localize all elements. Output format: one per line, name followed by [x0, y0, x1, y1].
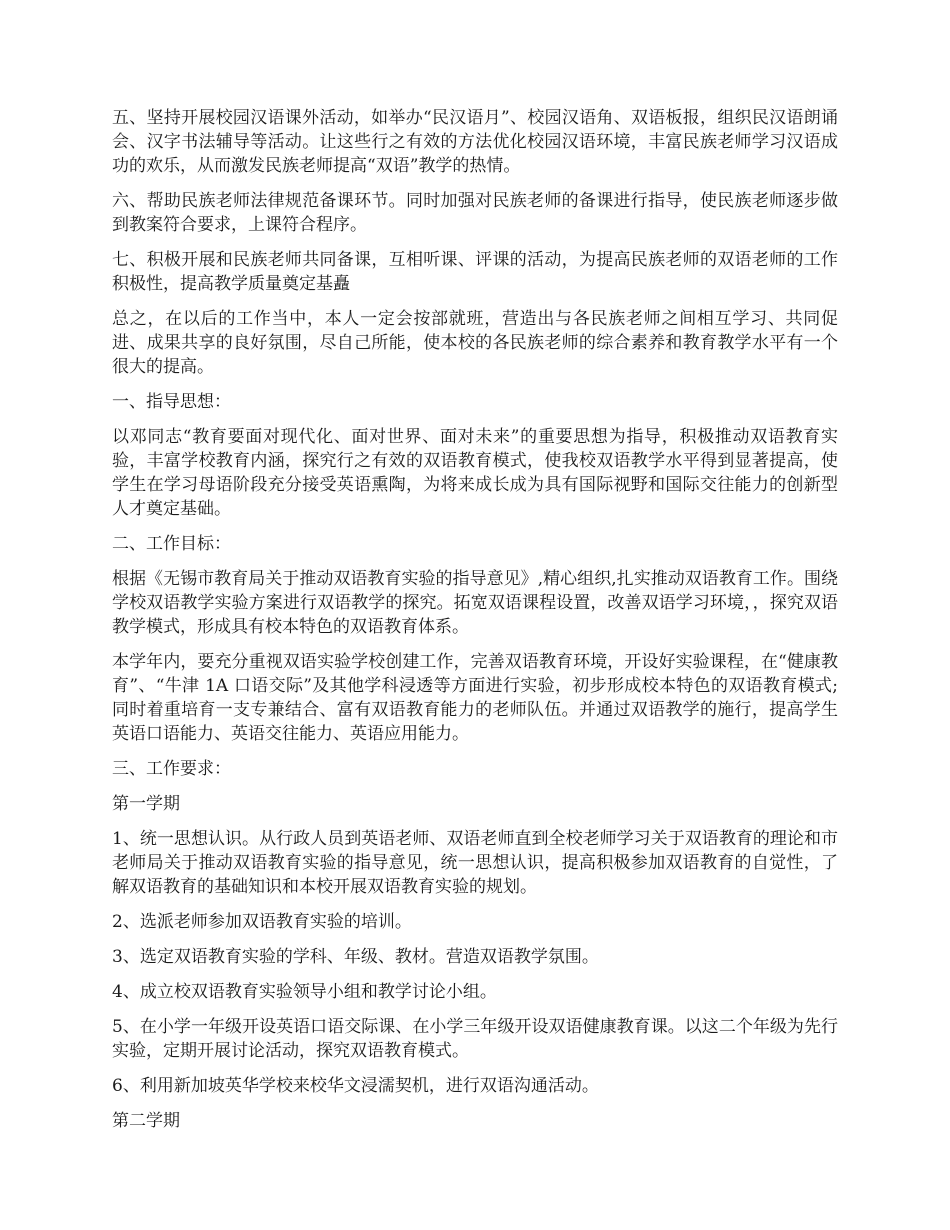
- paragraph-work-goals-2: 本学年内，要充分重视双语实验学校创建工作，完善双语教育环境，开设好实验课程，在“健康教育”、“牛津 1A 口语交际”及其他学科浸透等方面进行实验，初步形成校本特色的双语教育模式;同时着重培育一支专兼结合、富有双语教育能力的老师队伍。并通过双语教学的施行，提高学生英语口语能力、英语交往能力、英语应用能力。: [112, 652, 838, 744]
- paragraph-item-5: 五、坚持开展校园汉语课外活动，如举办“民汉语月”、校园汉语角、双语板报，组织民汉语朗诵会、汉字书法辅导等活动。让这些行之有效的方法优化校园汉语环境，丰富民族老师学习汉语成功的欢乐，从而激发民族老师提高“双语”教学的热情。: [112, 108, 838, 176]
- section-heading-guiding-thought: 一、指导思想：: [112, 392, 231, 412]
- list-item-6: 6、利用新加坡英华学校来校华文浸濡契机，进行双语沟通活动。: [112, 1076, 599, 1096]
- section-heading-work-goals: 二、工作目标：: [112, 534, 231, 554]
- paragraph-guiding-thought: 以邓同志“教育要面对现代化、面对世界、面对未来”的重要思想为指导，积极推动双语教育实验，丰富学校教育内涵，探究行之有效的双语教育模式，使我校双语教学水平得到显著提高，使学生在学习母语阶段充分接受英语熏陶，为将来成长成为具有国际视野和国际交往能力的创新型人才奠定基础。: [112, 427, 838, 519]
- section-heading-work-requirements: 三、工作要求：: [112, 759, 231, 779]
- paragraph-summary: 总之，在以后的工作当中，本人一定会按部就班，营造出与各民族老师之间相互学习、共同促进、成果共享的良好氛围，尽自己所能，使本校的各民族老师的综合素养和教育教学水平有一个很大的提高。: [112, 309, 838, 377]
- section-heading-first-semester: 第一学期: [112, 794, 180, 814]
- list-item-1: 1、统一思想认识。从行政人员到英语老师、双语老师直到全校老师学习关于双语教育的理论和市老师局关于推动双语教育实验的指导意见，统一思想认识，提高积极参加双语教育的自觉性，了解双语教育的基础知识和本校开展双语教育实验的规划。: [112, 829, 838, 897]
- paragraph-item-6: 六、帮助民族老师法律规范备课环节。同时加强对民族老师的备课进行指导，使民族老师逐步做到教案符合要求，上课符合程序。: [112, 191, 838, 235]
- list-item-5: 5、在小学一年级开设英语口语交际课、在小学三年级开设双语健康教育课。以这二个年级为先行实验，定期开展讨论活动，探究双语教育模式。: [112, 1017, 838, 1061]
- list-item-4: 4、成立校双语教育实验领导小组和教学讨论小组。: [112, 982, 497, 1002]
- list-item-2: 2、选派老师参加双语教育实验的培训。: [112, 912, 412, 932]
- paragraph-work-goals-1: 根据《无锡市教育局关于推动双语教育实验的指导意见》,精心组织,扎实推动双语教育工作。围绕学校双语教学实验方案进行双语教学的探究。拓宽双语课程设置，改善双语学习环境，，探究双语教学模式，形成具有校本特色的双语教育体系。: [112, 569, 838, 637]
- section-heading-second-semester: 第二学期: [112, 1111, 180, 1131]
- paragraph-item-7: 七、积极开展和民族老师共同备课，互相听课、评课的活动，为提高民族老师的双语老师的工作积极性，提高教学质量奠定基矗: [112, 250, 838, 294]
- list-item-3: 3、选定双语教育实验的学科、年级、教材。营造双语教学氛围。: [112, 947, 599, 967]
